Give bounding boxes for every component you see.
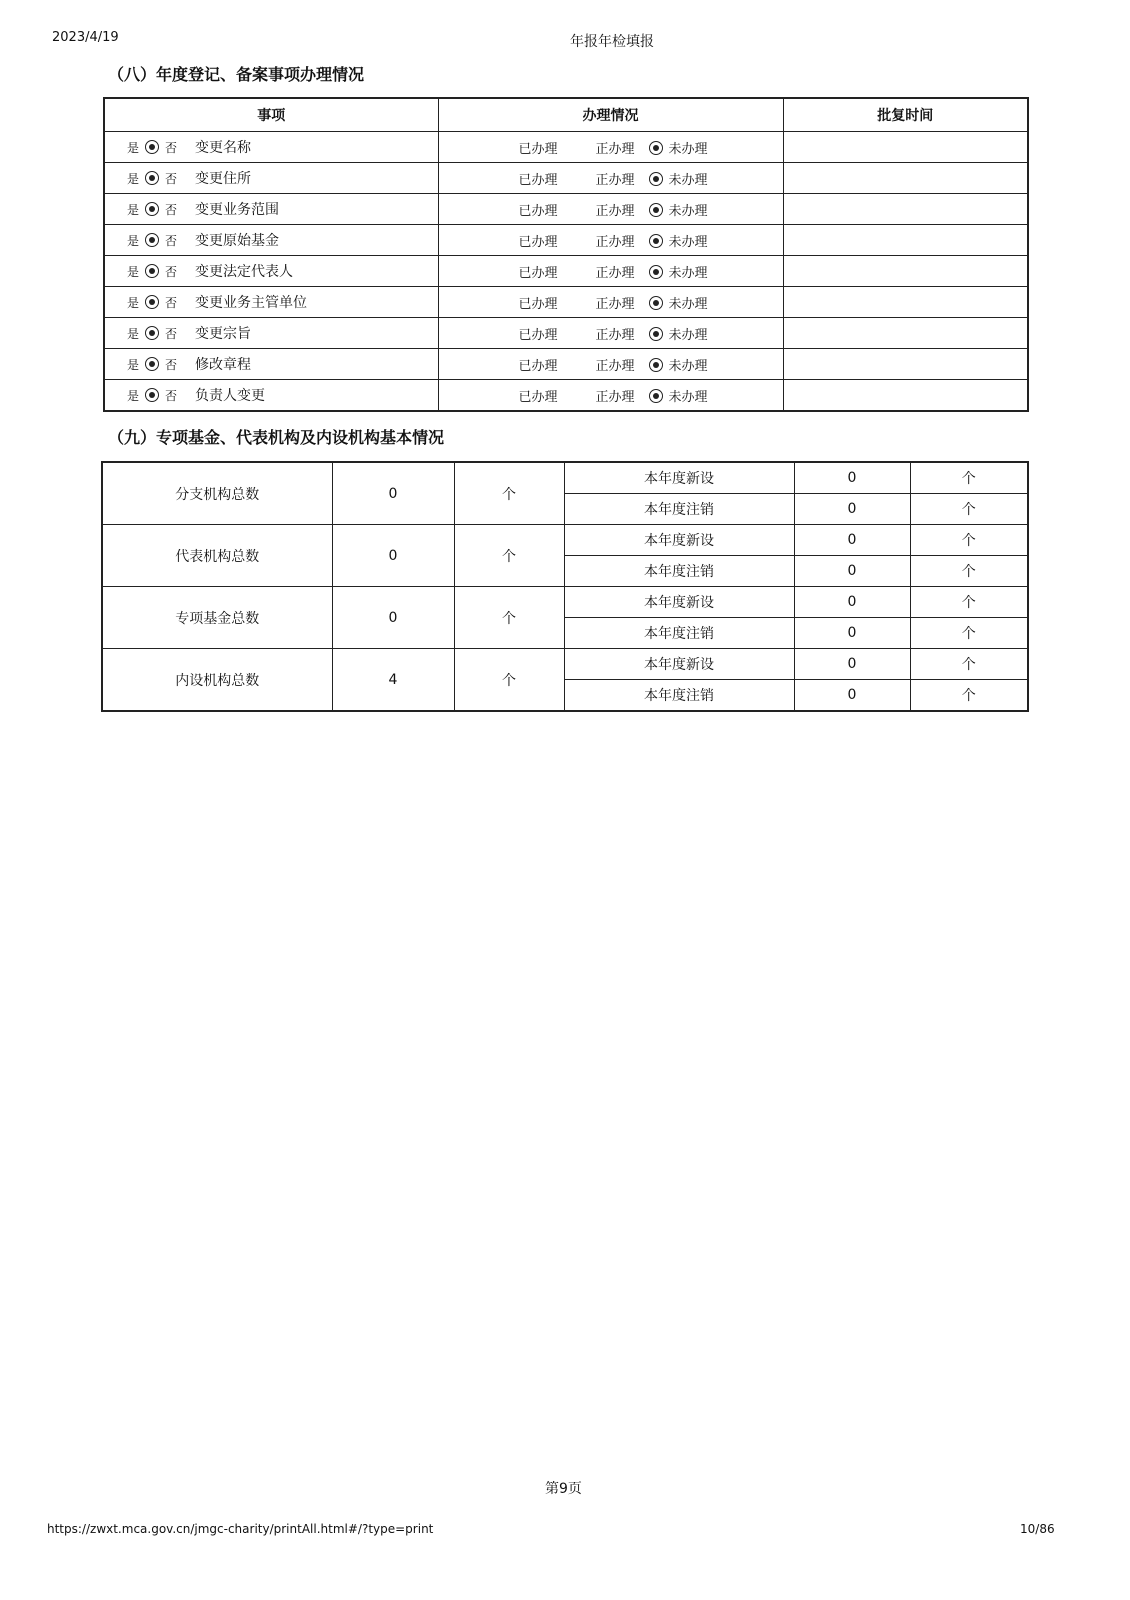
status-in-progress-option[interactable]: 正办理 <box>595 296 635 312</box>
new-label: 本年度新设 <box>564 649 794 680</box>
radio-selected-icon[interactable] <box>649 265 663 279</box>
cancel-label: 本年度注销 <box>564 680 794 712</box>
unit-label: 个 <box>910 556 1028 587</box>
unit-label: 个 <box>454 649 564 712</box>
status-done-option[interactable]: 已办理 <box>518 141 558 157</box>
status-cell <box>438 225 783 256</box>
cancel-count: 0 <box>794 618 910 649</box>
page-number: 第9页 <box>545 1481 582 1497</box>
status-in-progress-option[interactable]: 正办理 <box>595 234 635 250</box>
status-not-done-option[interactable]: 未办理 <box>668 389 708 405</box>
item-cell <box>104 349 438 380</box>
unit-label: 个 <box>910 462 1028 494</box>
approval-time-cell <box>783 256 1028 287</box>
unit-label: 个 <box>454 525 564 587</box>
radio-selected-icon[interactable] <box>145 233 159 247</box>
print-date: 2023/4/19 <box>52 30 119 45</box>
yes-label: 是 <box>127 234 140 248</box>
yes-label: 是 <box>127 203 140 217</box>
status-done-option[interactable]: 已办理 <box>518 203 558 219</box>
institution-type: 分支机构总数 <box>102 462 332 525</box>
radio-selected-icon[interactable] <box>145 388 159 402</box>
status-not-done-option[interactable]: 未办理 <box>668 141 708 157</box>
status-done-option[interactable]: 已办理 <box>518 358 558 374</box>
radio-selected-icon[interactable] <box>649 172 663 186</box>
no-label: 否 <box>165 234 178 248</box>
radio-selected-icon[interactable] <box>649 389 663 403</box>
table-row <box>102 462 1028 494</box>
unit-label: 个 <box>910 525 1028 556</box>
table-header-row <box>104 98 1028 132</box>
status-cell <box>438 380 783 412</box>
approval-time-cell <box>783 194 1028 225</box>
item-name: 变更业务范围 <box>195 202 280 218</box>
item-name: 变更名称 <box>195 140 252 156</box>
status-not-done-option[interactable]: 未办理 <box>668 203 708 219</box>
radio-selected-icon[interactable] <box>649 141 663 155</box>
status-not-done-option[interactable]: 未办理 <box>668 296 708 312</box>
unit-label: 个 <box>910 618 1028 649</box>
table-row <box>102 649 1028 680</box>
unit-label: 个 <box>910 649 1028 680</box>
radio-selected-icon[interactable] <box>145 140 159 154</box>
status-cell <box>438 194 783 225</box>
status-in-progress-option[interactable]: 正办理 <box>595 141 635 157</box>
radio-selected-icon[interactable] <box>145 295 159 309</box>
radio-selected-icon[interactable] <box>649 358 663 372</box>
approval-time-cell <box>783 132 1028 163</box>
table-row <box>104 318 1028 349</box>
item-name: 变更住所 <box>195 171 252 187</box>
approval-time-cell <box>783 349 1028 380</box>
no-label: 否 <box>165 327 178 341</box>
institution-total: 4 <box>332 649 454 712</box>
yes-label: 是 <box>127 327 140 341</box>
unit-label: 个 <box>910 587 1028 618</box>
column-header-status: 办理情况 <box>438 98 783 132</box>
no-label: 否 <box>165 389 178 403</box>
status-done-option[interactable]: 已办理 <box>518 327 558 343</box>
no-label: 否 <box>165 296 178 310</box>
table-row <box>104 349 1028 380</box>
status-cell <box>438 132 783 163</box>
radio-selected-icon[interactable] <box>145 357 159 371</box>
table-row <box>102 525 1028 556</box>
no-label: 否 <box>165 358 178 372</box>
status-cell <box>438 318 783 349</box>
source-url: https://zwxt.mca.gov.cn/jmgc-charity/printAll.html#/?type=print <box>47 1522 434 1536</box>
column-header-approval-time: 批复时间 <box>783 98 1028 132</box>
registration-items-table <box>103 97 1029 412</box>
new-count: 0 <box>794 525 910 556</box>
item-name: 变更原始基金 <box>195 233 280 249</box>
new-label: 本年度新设 <box>564 587 794 618</box>
item-name: 修改章程 <box>195 357 252 373</box>
item-cell <box>104 163 438 194</box>
no-label: 否 <box>165 172 178 186</box>
approval-time-cell <box>783 318 1028 349</box>
item-name: 变更宗旨 <box>195 326 252 342</box>
yes-label: 是 <box>127 389 140 403</box>
cancel-label: 本年度注销 <box>564 618 794 649</box>
no-label: 否 <box>165 203 178 217</box>
institution-type: 代表机构总数 <box>102 525 332 587</box>
status-done-option[interactable]: 已办理 <box>518 172 558 188</box>
item-cell <box>104 380 438 412</box>
status-not-done-option[interactable]: 未办理 <box>668 172 708 188</box>
table-row <box>104 256 1028 287</box>
item-cell <box>104 194 438 225</box>
radio-selected-icon[interactable] <box>649 296 663 310</box>
status-done-option[interactable]: 已办理 <box>518 234 558 250</box>
yes-label: 是 <box>127 358 140 372</box>
status-in-progress-option[interactable]: 正办理 <box>595 389 635 405</box>
unit-label: 个 <box>454 462 564 525</box>
item-cell <box>104 225 438 256</box>
status-not-done-option[interactable]: 未办理 <box>668 234 708 250</box>
radio-selected-icon[interactable] <box>649 234 663 248</box>
unit-label: 个 <box>910 680 1028 712</box>
cancel-count: 0 <box>794 494 910 525</box>
institution-type: 专项基金总数 <box>102 587 332 649</box>
new-label: 本年度新设 <box>564 525 794 556</box>
institution-total: 0 <box>332 525 454 587</box>
status-not-done-option[interactable]: 未办理 <box>668 358 708 374</box>
new-count: 0 <box>794 462 910 494</box>
yes-label: 是 <box>127 141 140 155</box>
new-label: 本年度新设 <box>564 462 794 494</box>
status-done-option[interactable]: 已办理 <box>518 265 558 281</box>
table-row <box>104 163 1028 194</box>
radio-selected-icon[interactable] <box>145 326 159 340</box>
section-8-title: （八）年度登记、备案事项办理情况 <box>108 65 365 84</box>
item-cell <box>104 287 438 318</box>
cancel-label: 本年度注销 <box>564 494 794 525</box>
item-cell <box>104 132 438 163</box>
cancel-count: 0 <box>794 680 910 712</box>
table-row <box>104 194 1028 225</box>
unit-label: 个 <box>910 494 1028 525</box>
status-in-progress-option[interactable]: 正办理 <box>595 203 635 219</box>
radio-selected-icon[interactable] <box>145 202 159 216</box>
institution-type: 内设机构总数 <box>102 649 332 712</box>
status-in-progress-option[interactable]: 正办理 <box>595 358 635 374</box>
yes-label: 是 <box>127 296 140 310</box>
table-row <box>104 380 1028 412</box>
new-count: 0 <box>794 587 910 618</box>
status-cell <box>438 163 783 194</box>
yes-label: 是 <box>127 265 140 279</box>
status-not-done-option[interactable]: 未办理 <box>668 265 708 281</box>
cancel-count: 0 <box>794 556 910 587</box>
radio-selected-icon[interactable] <box>145 171 159 185</box>
page-count: 10/86 <box>1020 1522 1055 1536</box>
status-in-progress-option[interactable]: 正办理 <box>595 265 635 281</box>
print-page-title: 年报年检填报 <box>570 34 654 50</box>
institution-total: 0 <box>332 587 454 649</box>
radio-selected-icon[interactable] <box>649 203 663 217</box>
approval-time-cell <box>783 225 1028 256</box>
item-name: 负责人变更 <box>195 388 266 404</box>
status-cell <box>438 349 783 380</box>
radio-selected-icon[interactable] <box>649 327 663 341</box>
table-row <box>104 225 1028 256</box>
status-done-option[interactable]: 已办理 <box>518 389 558 405</box>
institution-total: 0 <box>332 462 454 525</box>
radio-selected-icon[interactable] <box>145 264 159 278</box>
item-cell <box>104 318 438 349</box>
status-cell <box>438 256 783 287</box>
item-name: 变更业务主管单位 <box>195 295 308 311</box>
institutions-table <box>101 461 1029 712</box>
cancel-label: 本年度注销 <box>564 556 794 587</box>
status-in-progress-option[interactable]: 正办理 <box>595 327 635 343</box>
approval-time-cell <box>783 380 1028 412</box>
no-label: 否 <box>165 265 178 279</box>
yes-label: 是 <box>127 172 140 186</box>
table-row <box>102 587 1028 618</box>
status-not-done-option[interactable]: 未办理 <box>668 327 708 343</box>
approval-time-cell <box>783 163 1028 194</box>
status-in-progress-option[interactable]: 正办理 <box>595 172 635 188</box>
status-done-option[interactable]: 已办理 <box>518 296 558 312</box>
no-label: 否 <box>165 141 178 155</box>
section-9-title: （九）专项基金、代表机构及内设机构基本情况 <box>108 428 445 447</box>
unit-label: 个 <box>454 587 564 649</box>
status-cell <box>438 287 783 318</box>
table-row <box>104 287 1028 318</box>
item-name: 变更法定代表人 <box>195 264 294 280</box>
column-header-item: 事项 <box>104 98 438 132</box>
new-count: 0 <box>794 649 910 680</box>
approval-time-cell <box>783 287 1028 318</box>
item-cell <box>104 256 438 287</box>
table-row <box>104 132 1028 163</box>
